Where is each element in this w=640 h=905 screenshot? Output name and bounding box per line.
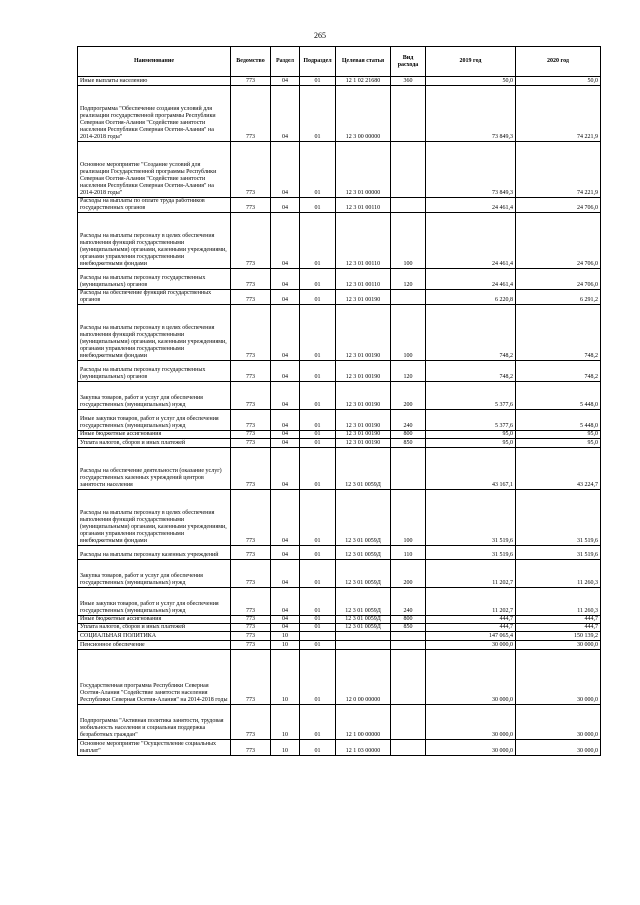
cell-section: 04 xyxy=(271,616,300,624)
cell-year-2020: 11 260,3 xyxy=(516,588,601,616)
table-row xyxy=(78,198,601,213)
cell-year-2019: 43 167,1 xyxy=(426,448,516,490)
cell-section: 04 xyxy=(271,198,300,213)
cell-department: 773 xyxy=(231,616,271,624)
cell-year-2019: 11 202,7 xyxy=(426,560,516,588)
cell-target-item: 12 3 01 00110 xyxy=(336,213,391,269)
table-row xyxy=(78,305,601,361)
cell-name: Подпрограмма "Активная политика занятости, трудовая мобильность населения и социальная поддержка безработных граждан" xyxy=(78,705,231,740)
cell-year-2020: 24 706,0 xyxy=(516,269,601,290)
table-row xyxy=(78,560,601,588)
cell-section: 04 xyxy=(271,624,300,632)
table-row xyxy=(78,490,601,546)
header-section: Раздел xyxy=(271,47,300,77)
cell-year-2019: 147 065,4 xyxy=(426,632,516,641)
cell-section: 04 xyxy=(271,77,300,86)
page-number: 265 xyxy=(314,31,326,40)
cell-subsection: 01 xyxy=(300,546,336,560)
cell-year-2020: 748,2 xyxy=(516,305,601,361)
cell-name: Расходы на выплаты персоналу государственных (муниципальных) органов xyxy=(78,269,231,290)
cell-year-2020: 30 000,0 xyxy=(516,740,601,756)
cell-section: 04 xyxy=(271,410,300,431)
table-header-row xyxy=(78,47,601,77)
header-target-item: Целевая статья xyxy=(336,47,391,77)
cell-year-2020: 30 000,0 xyxy=(516,705,601,740)
cell-target-item: 12 0 00 00000 xyxy=(336,650,391,705)
cell-subsection: 01 xyxy=(300,305,336,361)
cell-name: Расходы на выплаты персоналу казенных учреждений xyxy=(78,546,231,560)
cell-target-item: 12 1 00 00000 xyxy=(336,705,391,740)
cell-department: 773 xyxy=(231,546,271,560)
cell-expense-type: 240 xyxy=(391,588,426,616)
cell-target-item: 12 3 01 00110 xyxy=(336,269,391,290)
table-row xyxy=(78,142,601,198)
cell-target-item: 12 3 01 00190 xyxy=(336,439,391,448)
cell-section: 04 xyxy=(271,290,300,305)
header-name: Наименование xyxy=(78,47,231,77)
cell-year-2019: 30 000,0 xyxy=(426,641,516,650)
cell-expense-type xyxy=(391,290,426,305)
cell-year-2019: 31 519,6 xyxy=(426,546,516,560)
cell-year-2019: 95,0 xyxy=(426,431,516,439)
cell-section: 10 xyxy=(271,632,300,641)
cell-section: 10 xyxy=(271,650,300,705)
cell-department: 773 xyxy=(231,431,271,439)
cell-expense-type: 200 xyxy=(391,382,426,410)
cell-subsection: 01 xyxy=(300,740,336,756)
header-subsection: Подраздел xyxy=(300,47,336,77)
cell-subsection: 01 xyxy=(300,269,336,290)
cell-section: 10 xyxy=(271,740,300,756)
cell-target-item: 12 3 01 00190 xyxy=(336,305,391,361)
cell-expense-type xyxy=(391,448,426,490)
cell-year-2020: 74 221,9 xyxy=(516,142,601,198)
cell-year-2019: 444,7 xyxy=(426,624,516,632)
cell-name: Расходы на обеспечение функций государственных органов xyxy=(78,290,231,305)
cell-department: 773 xyxy=(231,560,271,588)
cell-expense-type: 800 xyxy=(391,431,426,439)
header-year-2020: 2020 год xyxy=(516,47,601,77)
cell-section: 04 xyxy=(271,448,300,490)
table-row xyxy=(78,382,601,410)
cell-expense-type: 120 xyxy=(391,269,426,290)
table-row xyxy=(78,705,601,740)
cell-name: Иные закупки товаров, работ и услуг для обеспечения государственных (муниципальных) нужд xyxy=(78,588,231,616)
cell-section: 04 xyxy=(271,382,300,410)
cell-name: Иные бюджетные ассигнования xyxy=(78,616,231,624)
cell-subsection xyxy=(300,632,336,641)
cell-subsection: 01 xyxy=(300,588,336,616)
table-row xyxy=(78,650,601,705)
cell-year-2019: 11 202,7 xyxy=(426,588,516,616)
cell-name: Иные выплаты населению xyxy=(78,77,231,86)
cell-year-2019: 30 000,0 xyxy=(426,740,516,756)
cell-department: 773 xyxy=(231,198,271,213)
cell-target-item: 12 3 01 0059Д xyxy=(336,490,391,546)
cell-department: 773 xyxy=(231,439,271,448)
cell-year-2020: 31 519,6 xyxy=(516,546,601,560)
table-row xyxy=(78,269,601,290)
cell-expense-type xyxy=(391,86,426,142)
cell-department: 773 xyxy=(231,705,271,740)
cell-name: Расходы на выплаты персоналу в целях обеспечения выполнения функций государственными (муниципальными) органами, казенными учреждениями, органами управления государственными внебюджетными фондами xyxy=(78,490,231,546)
cell-year-2020: 444,7 xyxy=(516,616,601,624)
cell-year-2019: 24 461,4 xyxy=(426,213,516,269)
cell-subsection: 01 xyxy=(300,410,336,431)
table-row xyxy=(78,77,601,86)
cell-department: 773 xyxy=(231,490,271,546)
cell-subsection: 01 xyxy=(300,560,336,588)
cell-department: 773 xyxy=(231,641,271,650)
cell-department: 773 xyxy=(231,650,271,705)
cell-year-2019: 748,2 xyxy=(426,361,516,382)
cell-subsection: 01 xyxy=(300,361,336,382)
cell-year-2020: 43 224,7 xyxy=(516,448,601,490)
cell-target-item: 12 3 01 00190 xyxy=(336,361,391,382)
cell-target-item xyxy=(336,641,391,650)
cell-department: 773 xyxy=(231,588,271,616)
cell-target-item: 12 3 01 0059Д xyxy=(336,560,391,588)
cell-section: 04 xyxy=(271,361,300,382)
cell-year-2019: 50,0 xyxy=(426,77,516,86)
cell-target-item: 12 3 01 00190 xyxy=(336,410,391,431)
cell-department: 773 xyxy=(231,77,271,86)
cell-target-item: 12 3 01 0059Д xyxy=(336,588,391,616)
cell-target-item: 12 3 01 0059Д xyxy=(336,448,391,490)
table-row xyxy=(78,86,601,142)
cell-target-item: 12 3 01 00190 xyxy=(336,290,391,305)
cell-subsection: 01 xyxy=(300,490,336,546)
cell-year-2019: 5 377,6 xyxy=(426,410,516,431)
cell-section: 04 xyxy=(271,142,300,198)
cell-year-2020: 74 221,9 xyxy=(516,86,601,142)
cell-subsection: 01 xyxy=(300,439,336,448)
cell-year-2019: 30 000,0 xyxy=(426,650,516,705)
table-row xyxy=(78,546,601,560)
cell-expense-type: 360 xyxy=(391,77,426,86)
table-row xyxy=(78,439,601,448)
cell-name: Закупка товаров, работ и услуг для обеспечения государственных (муниципальных) нужд xyxy=(78,382,231,410)
cell-year-2020: 31 519,6 xyxy=(516,490,601,546)
cell-department: 773 xyxy=(231,361,271,382)
cell-name: Государственная программа Республики Северная Осетия-Алания "Содействие занятости населения Республики Северная Осетия-Алания" на 2014-2018 годы xyxy=(78,650,231,705)
cell-name: Расходы на выплаты персоналу государственных (муниципальных) органов xyxy=(78,361,231,382)
cell-section: 10 xyxy=(271,641,300,650)
cell-name: Расходы на обеспечение деятельности (оказание услуг) государственных казенных учреждений центров занятости населения xyxy=(78,448,231,490)
cell-year-2019: 24 461,4 xyxy=(426,198,516,213)
cell-expense-type xyxy=(391,641,426,650)
cell-expense-type: 240 xyxy=(391,410,426,431)
cell-subsection: 01 xyxy=(300,142,336,198)
table-row xyxy=(78,740,601,756)
cell-department: 773 xyxy=(231,86,271,142)
cell-expense-type xyxy=(391,705,426,740)
cell-subsection: 01 xyxy=(300,290,336,305)
cell-section: 04 xyxy=(271,588,300,616)
table-row xyxy=(78,213,601,269)
table-row xyxy=(78,431,601,439)
cell-year-2019: 95,0 xyxy=(426,439,516,448)
cell-name: Подпрограмма "Обеспечение создания условий для реализации государственной программы Республики Северная Осетия-Алания "Содействие занятости населения Республики Северная Осетия-Алания" на 2014-2018 годы" xyxy=(78,86,231,142)
cell-section: 04 xyxy=(271,213,300,269)
cell-section: 04 xyxy=(271,439,300,448)
cell-subsection: 01 xyxy=(300,448,336,490)
cell-year-2020: 748,2 xyxy=(516,361,601,382)
cell-year-2020: 444,7 xyxy=(516,624,601,632)
cell-year-2020: 5 448,0 xyxy=(516,382,601,410)
cell-name: Закупка товаров, работ и услуг для обеспечения государственных (муниципальных) нужд xyxy=(78,560,231,588)
header-year-2019: 2019 год xyxy=(426,47,516,77)
cell-target-item: 12 3 01 0059Д xyxy=(336,616,391,624)
table-row xyxy=(78,361,601,382)
cell-year-2020: 150 139,2 xyxy=(516,632,601,641)
cell-year-2019: 748,2 xyxy=(426,305,516,361)
cell-department: 773 xyxy=(231,448,271,490)
cell-expense-type: 850 xyxy=(391,624,426,632)
cell-expense-type xyxy=(391,650,426,705)
cell-department: 773 xyxy=(231,624,271,632)
cell-target-item: 12 3 00 00000 xyxy=(336,86,391,142)
cell-section: 04 xyxy=(271,305,300,361)
cell-section: 04 xyxy=(271,86,300,142)
cell-department: 773 xyxy=(231,213,271,269)
cell-target-item: 12 1 02 21680 xyxy=(336,77,391,86)
cell-section: 04 xyxy=(271,431,300,439)
cell-expense-type xyxy=(391,632,426,641)
budget-table xyxy=(77,46,601,756)
table-row xyxy=(78,448,601,490)
cell-subsection: 01 xyxy=(300,624,336,632)
cell-target-item: 12 1 03 00000 xyxy=(336,740,391,756)
cell-target-item: 12 3 01 00000 xyxy=(336,142,391,198)
cell-subsection: 01 xyxy=(300,382,336,410)
cell-name: Расходы на выплаты по оплате труда работников государственных органов xyxy=(78,198,231,213)
cell-year-2020: 11 260,3 xyxy=(516,560,601,588)
table-row xyxy=(78,632,601,641)
cell-year-2020: 30 000,0 xyxy=(516,650,601,705)
cell-expense-type: 100 xyxy=(391,305,426,361)
cell-expense-type: 100 xyxy=(391,213,426,269)
cell-expense-type: 110 xyxy=(391,546,426,560)
cell-department: 773 xyxy=(231,305,271,361)
table-row xyxy=(78,588,601,616)
cell-year-2020: 95,0 xyxy=(516,439,601,448)
cell-target-item: 12 3 01 00110 xyxy=(336,198,391,213)
cell-department: 773 xyxy=(231,269,271,290)
cell-year-2019: 24 461,4 xyxy=(426,269,516,290)
cell-year-2020: 95,0 xyxy=(516,431,601,439)
header-department: Ведомство xyxy=(231,47,271,77)
cell-name: Основное мероприятие "Осуществление социальных выплат" xyxy=(78,740,231,756)
cell-expense-type: 800 xyxy=(391,616,426,624)
cell-expense-type xyxy=(391,740,426,756)
cell-department: 773 xyxy=(231,740,271,756)
table-row xyxy=(78,641,601,650)
cell-department: 773 xyxy=(231,142,271,198)
cell-subsection: 01 xyxy=(300,86,336,142)
cell-year-2020: 24 706,0 xyxy=(516,198,601,213)
cell-target-item: 12 3 01 0059Д xyxy=(336,546,391,560)
cell-department: 773 xyxy=(231,382,271,410)
cell-subsection: 01 xyxy=(300,431,336,439)
cell-name: Уплата налогов, сборов и иных платежей xyxy=(78,439,231,448)
cell-subsection: 01 xyxy=(300,198,336,213)
cell-subsection: 01 xyxy=(300,616,336,624)
table-row xyxy=(78,616,601,624)
cell-name: СОЦИАЛЬНАЯ ПОЛИТИКА xyxy=(78,632,231,641)
cell-expense-type: 100 xyxy=(391,490,426,546)
cell-expense-type: 200 xyxy=(391,560,426,588)
cell-expense-type xyxy=(391,198,426,213)
cell-section: 04 xyxy=(271,560,300,588)
cell-target-item xyxy=(336,632,391,641)
cell-name: Пенсионное обеспечение xyxy=(78,641,231,650)
cell-name: Расходы на выплаты персоналу в целях обеспечения выполнения функций государственными (муниципальными) органами, казенными учреждениями, органами управления государственными внебюджетными фондами xyxy=(78,305,231,361)
cell-section: 10 xyxy=(271,705,300,740)
cell-section: 04 xyxy=(271,546,300,560)
cell-year-2019: 30 000,0 xyxy=(426,705,516,740)
cell-expense-type: 850 xyxy=(391,439,426,448)
cell-department: 773 xyxy=(231,632,271,641)
cell-year-2020: 6 291,2 xyxy=(516,290,601,305)
cell-subsection: 01 xyxy=(300,641,336,650)
table-row xyxy=(78,290,601,305)
cell-expense-type: 120 xyxy=(391,361,426,382)
cell-year-2020: 5 448,0 xyxy=(516,410,601,431)
cell-subsection: 01 xyxy=(300,213,336,269)
cell-target-item: 12 3 01 00190 xyxy=(336,382,391,410)
cell-department: 773 xyxy=(231,290,271,305)
cell-department: 773 xyxy=(231,410,271,431)
cell-target-item: 12 3 01 0059Д xyxy=(336,624,391,632)
cell-year-2019: 31 519,6 xyxy=(426,490,516,546)
cell-name: Уплата налогов, сборов и иных платежей xyxy=(78,624,231,632)
cell-section: 04 xyxy=(271,269,300,290)
cell-subsection: 01 xyxy=(300,705,336,740)
cell-target-item: 12 3 01 00190 xyxy=(336,431,391,439)
header-expense-type: Вид расхода xyxy=(391,47,426,77)
cell-year-2019: 6 220,8 xyxy=(426,290,516,305)
cell-name: Расходы на выплаты персоналу в целях обеспечения выполнения функций государственными (муниципальными) органами, казенными учреждениями, органами управления государственными внебюджетными фондами xyxy=(78,213,231,269)
cell-name: Основное мероприятие "Создание условий для реализации Государственной программы Республики Северная Осетия-Алания "Содействие занятости населения Республики Северная Осетия-Алания" на 2014-2018 годы" xyxy=(78,142,231,198)
cell-year-2020: 30 000,0 xyxy=(516,641,601,650)
cell-year-2019: 73 849,3 xyxy=(426,86,516,142)
cell-year-2019: 73 849,3 xyxy=(426,142,516,198)
cell-year-2020: 24 706,0 xyxy=(516,213,601,269)
table-row xyxy=(78,624,601,632)
cell-expense-type xyxy=(391,142,426,198)
cell-section: 04 xyxy=(271,490,300,546)
cell-year-2019: 5 377,6 xyxy=(426,382,516,410)
cell-year-2019: 444,7 xyxy=(426,616,516,624)
cell-name: Иные бюджетные ассигнования xyxy=(78,431,231,439)
cell-name: Иные закупки товаров, работ и услуг для обеспечения государственных (муниципальных) нужд xyxy=(78,410,231,431)
table-row xyxy=(78,410,601,431)
cell-subsection: 01 xyxy=(300,77,336,86)
cell-year-2020: 50,0 xyxy=(516,77,601,86)
cell-subsection: 01 xyxy=(300,650,336,705)
